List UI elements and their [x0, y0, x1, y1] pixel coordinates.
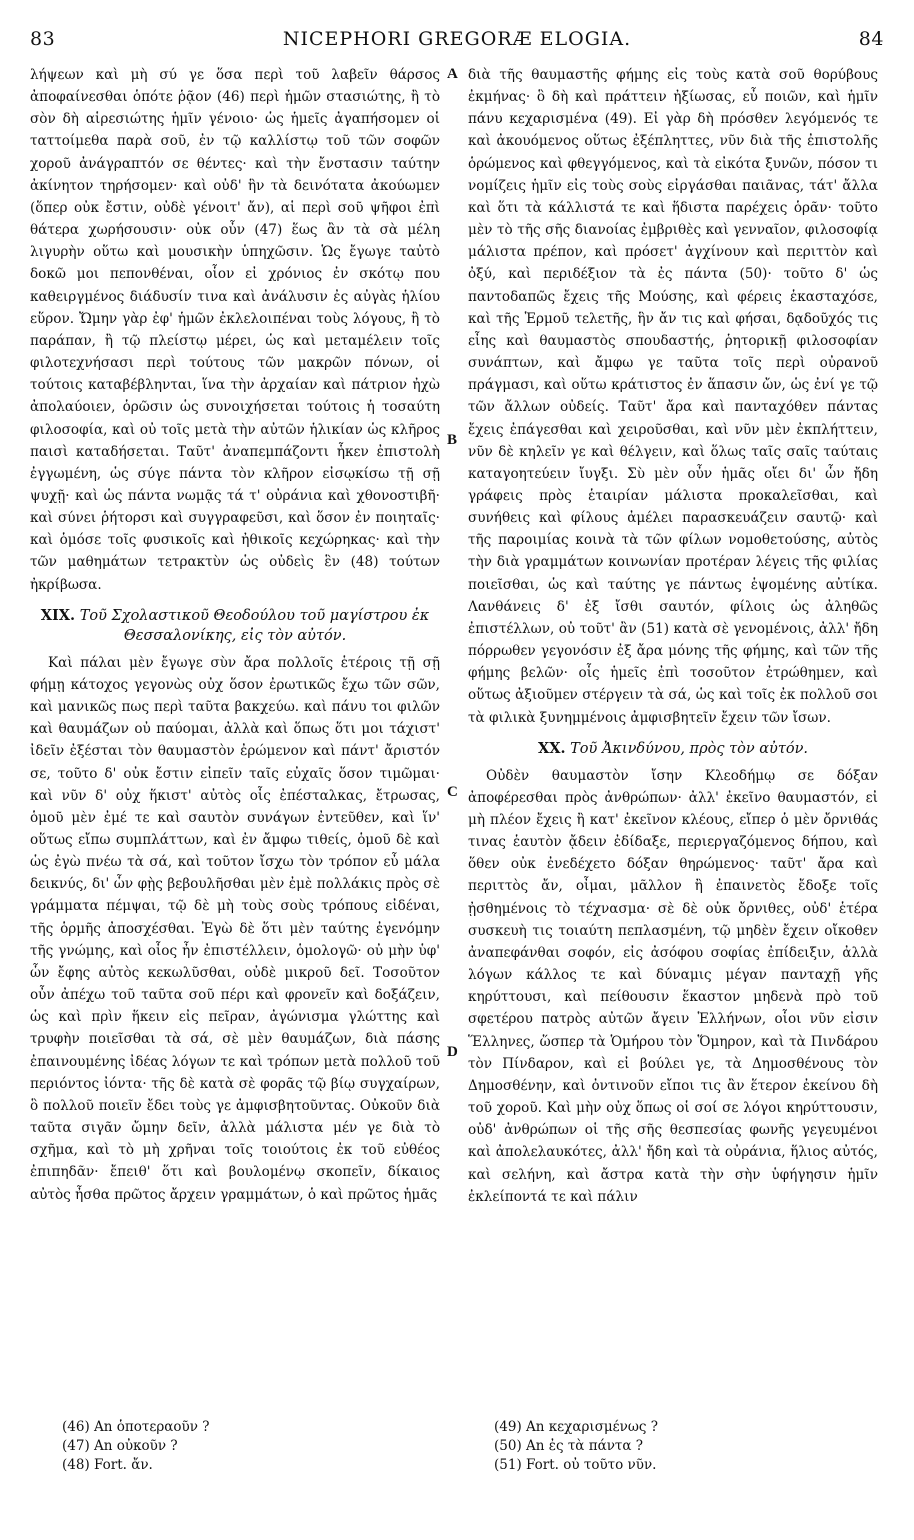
- margin-marker-b: B: [447, 432, 458, 448]
- left-column: [30, 64, 440, 1206]
- section-number-xix: XIX.: [40, 606, 76, 624]
- footnote-46: (46) An ὁποτεραοῦν ?: [62, 1419, 210, 1435]
- footnotes-right: [494, 1418, 854, 1475]
- footnote-51: (51) Fort. οὐ τοῦτο νῦν.: [494, 1457, 657, 1473]
- page-number-right: 84: [858, 28, 884, 50]
- right-paragraph-1: διὰ τῆς θαυμαστῆς φήμης εἰς τοὺς κατὰ σοῦ θορύβους ἐκμήνας· ὃ δὴ καὶ πράττειν ἠξίωσας, εὖ ποιῶν, καὶ ἡμῖν πάνυ κεχαρισμένα (49). Εἰ γὰρ δὴ πρόσθεν λεγόμενός τε καὶ ἀκουόμενος οὕτως ἐξέπληττες, νῦν διὰ τῆς ἐπιστολῆς ὁρώμενος καὶ φθεγγόμενος, καὶ τὰ εἰκότα ξυνῶν, πόσον τι νομίζεις ἡμῖν εἰς τοὺς σοὺς εἰργάσθαι παιᾶνας, τάτ' ἄλλα καὶ ὅτι τὰ κάλλιστά τε καὶ ἥδιστα παρέχεις ὁρᾶν· τοῦτο μὲν τὸ τῆς σῆς διανοίας ἐμβριθὲς καὶ γενναῖον, φιλοσοφίᾳ μάλιστα πρέπον, καὶ πρόσετ' ἀγχίνουν καὶ περιττὸν καὶ ὀξύ, καὶ περιδέξιον τὰ ἐς πάντα (50)· τοῦτο δ' ὡς παντοδαπῶς ἔχεις τῆς Μούσης, καὶ φέρεις ἑκασταχόσε, καὶ τῆς Ἑρμοῦ τελετῆς, ἣν ἄν τις καὶ φήσαι, δᾳδοῦχός τις εἶης καὶ θαυμαστὸς σπουδαστής, ῥητορικῇ φιλοσοφίαν συνάπτων, καὶ ἄμφω γε ταῦτα τοῖς περὶ οὐρανοῦ πράγμασι, καὶ οὕτω κράτιστος ἐν ἅπασιν ὤν, ὡς ἐνί γε τῷ τῶν ἄλλων οὐδείς. Ταῦτ' ἄρα καὶ πανταχόθεν πάντας ἔχεις ἐπάγεσθαι καὶ χειροῦσθαι, καὶ νῦν μὲν ἐκπλήττειν, νῦν δὲ κηλεῖν γε καὶ θέλγειν, καὶ ὅλως ταῖς σαῖς ταύταις καταγοητεύειν ἴυγξι. Σὺ μὲν οὖν ἡμᾶς οἴει δι' ὧν ἤδη γράφεις πρὸς ἑταιρίαν μάλιστα προκαλεῖσθαι, καὶ συνήθεις καὶ φίλους ἀμέλει παρασκευάζειν σαυτῷ· καὶ τῆς παροιμίας κοινὰ τὰ τῶν φίλων νομοθετούσης, αὐτὸς τὴν διὰ γραμμάτων κοινωνίαν προτέραν λέγεις τῆς φιλίας ποιεῖσθαι, ὡς καὶ ταύτης γε πάντως ἑψομένης αὐτίκα. Λανθάνεις δ' ἐξ ἴσθι σαυτόν, φίλοις ὡς ἀληθῶς ἐπιστέλλων, οὐ τοῦτ' ἂν (51) κατὰ σὲ γενομένοις, ἀλλ' ἤδη πόρρωθεν γεγονόσιν ἐξ ἄρα μόνης τῆς φήμης, καὶ τῶν τῆς φήμης βελῶν· οἷς ἡμεῖς ἐπὶ τοσοῦτον ἐτρώθημεν, καὶ οὕτως ἀξιοῦμεν στέργειν τὰ σά, ὡς καὶ τοῖς ἐκ πολλοῦ σοι τὰ φιλικὰ ξυνημμένοις ἀμφισβητεῖν ἔχειν τῶν ἴσων.: [468, 67, 878, 726]
- footnote-49: (49) An κεχαρισμένως ?: [494, 1419, 658, 1435]
- right-paragraph-2: Οὐδὲν θαυμαστὸν ἴσην Κλεοδήμῳ σε δόξαν ἀποφέρεσθαι πρὸς ἀνθρώπων· ἀλλ' ἐκεῖνο θαυμαστόν, εἰ μὴ πλέον ἔχεις ἢ κατ' ἐκεῖνον κλέους, εἴπερ ὁ μὲν ὄρνιθάς τινας ἑαυτὸν ᾄδειν ἐδίδαξε, περιεργαζόμενος δήπου, καὶ ὅθεν οὐκ ἐνεδέχετο δόξαν θηρώμενος· ταῦτ' ἄρα καὶ περιττὸς ἄν, οἶμαι, μᾶλλον ἢ ἐπαινετὸς ἔδοξε τοῖς ᾐσθημένοις τὸ τέχνασμα· σὲ δὲ οὐκ ὄρνιθες, οὐδ' ἑτέρα συσκευὴ τις τοιαύτη πεπλασμένη, τῷ μηδὲν ἔχειν οἴκοθεν ἀναπεφάνθαι σοφόν, εἰς ἀσόφου σοφίας ἐπίδειξιν, ἀλλὰ λόγων κάλλος τε καὶ δύναμις μέγαν πανταχῇ γῆς κηρύττουσι, καὶ πείθουσιν ἕκαστον μηδενὰ πρὸ τοῦ σφετέρου πατρὸς αὐτῶν ἄγειν Ἑλλήνων, οἷοι νῦν εἰσιν Ἕλληνες, ὥσπερ τὰ Ὁμήρου τὸν Ὅμηρον, καὶ τὰ Πινδάρου τὸν Πίνδαρον, καὶ εἰ βούλει γε, τὰ Δημοσθένους τὸν Δημοσθένην, καὶ ὀντινοῦν εἴποι τις ἂν ἕτερον ἐκείνου δὴ τοῦ χοροῦ. Καὶ μὴν οὐχ ὅπως οἱ σοί σε λόγοι κηρύττουσιν, οὐδ' ἀνθρώπων οἱ τῆς σῆς θεσπεσίας φωνῆς γεγευμένοι καὶ ἀπολελαυκότες, ἀλλ' ἤδη καὶ τὰ οὐράνια, ἥλιος αὐτός, καὶ σελήνη, καὶ ἄστρα κατὰ τὴν σὴν ὑφήγησιν ἡμῖν ἐκλείποντά τε καὶ πάλιν: [468, 767, 878, 1205]
- left-paragraph-1: λήψεων καὶ μὴ σύ γε ὅσα περὶ τοῦ λαβεῖν θάρσος ἀποφαίνεσθαι ὁπότε ῥᾷον (46) περὶ ἡμῶν στασιώτης, ἢ τὸ σὸν δὴ αἱρεσιώτης ἡμῖν γένοιο· ὡς ἡμεῖς ἀγαπήσομεν οἱ ταττοίμεθα παρὰ σοῦ, ἐν τῷ καλλίστῳ τοῦ τῶν σοφῶν χοροῦ ἀνάγραπτόν σε θέντες· καὶ τὴν ἔνστασιν ταύτην ἀκίνητον τηρήσομεν· καὶ οὐδ' ἣν τὰ δεινότατα ἀκούωμεν (ὅπερ οὐκ ἔστιν, οὐδὲ γένοιτ' ἄν), αἱ περὶ σοῦ ψῆφοι ἐπὶ θάτερα χωρήσουσιν· οὐκ οὖν (47) ἕως ἂν τὰ σὰ μέλη λιγυρὴν οὕτω καὶ μουσικὴν ὑπηχῶσιν. Ὡς ἔγωγε ταὐτὸ δοκῶ μοι πεπονθέναι, οἷον εἰ χρόνιος ἐν σκότῳ που καθειργμένος διάδυσίν τινα καὶ ἀνάλυσιν ἐς αὐγὰς ἡλίου εὕρον. Ὤμην γὰρ ἐφ' ἡμῶν ἐκλελοιπέναι τοὺς λόγους, ἢ τὸ παράπαν, ἢ τῷ πλείστῳ μέρει, ὡς καὶ μεταμέλειν τοῖς φιλοτεχνήσασι περὶ τούτους τῶν μακρῶν πόνων, οἱ τούτοις καταβέβληνται, ἵνα τὴν ἀρχαίαν καὶ πάτριον ἠχὼ ἀπολαύοιεν, ὁρῶσιν ὡς συνοιχήσεται τούτοις ἡ τοσαύτη φιλοσοφία, καὶ οὐ τοῖς μετὰ τὴν αὐτῶν ἡλικίαν ὡς κλῆρος παισὶ καταδήσεται. Ταῦτ' ἀναπεμπάζοντι ἧκεν ἐπιστολὴ ἐγγωμένη, ὡς σύγε πάντα τὸν κλῆρον εἰσῳκίσω τῇ σῇ ψυχῇ· καὶ ὡς πάντα νωμᾷς τά τ' οὐράνια καὶ χθονοστιβῆ· καὶ σύνει ῥήτορσι καὶ συγγραφεῦσι, καὶ ὅσον ἐν ποιηταῖς· καὶ ὁμόσε τοῖς φυσικοῖς καὶ ἠθικοῖς κεχώρηκας· καὶ τὴν τῶν μαθημάτων τετρακτὺν ὡς οὐδεὶς ἓν (48) τούτων ἠκρίβωσα.: [30, 67, 440, 593]
- margin-marker-d: D: [447, 1044, 458, 1060]
- footnotes-left: [62, 1418, 422, 1475]
- section-heading-xix: Τοῦ Σχολαστικοῦ Θεοδούλου τοῦ μαγίστρου ἐκ Θεσσαλονίκης, εἰς τὸν αὐτόν.: [79, 607, 430, 644]
- left-paragraph-2: Καὶ πάλαι μὲν ἔγωγε σὺν ἄρα πολλοῖς ἑτέροις τῇ σῇ φήμῃ κάτοχος γεγονὼς οὐχ ὅσον ἐρωτικῶς ἔχω τῶν σῶν, καὶ μανικῶς πως περὶ ταῦτα βακχεύω. καὶ πάνυ τοι φιλῶν καὶ θαυμάζων οὐ παύομαι, ἀλλὰ καὶ ὅπως ὅτι μοι τάχιστ' ἰδεῖν ἐξέσται τὸν θαυμαστὸν ἐρώμενον καὶ πάντ' ἄριστόν σε, τοῦτο δ' οὐκ ἔστιν εἰπεῖν ταῖς εὐχαῖς ὅσον τιμῶμαι· καὶ νῦν δ' οὐχ ἥκιστ' αὐτὸς οἷς ἐπέσταλκας, ἔτρωσας, ὁμοῦ μὲν ἐμέ τε καὶ σαυτὸν συνάγων ἐντεῦθεν, καὶ ἵν' οὕτως εἴπω συμπλάττων, καὶ ἐν ἄμφω τιθείς, ὁμοῦ δὲ καὶ ὡς ἐγὼ πνέω τὰ σά, καὶ τοῦτον ἴσχω τὸν τρόπον εὖ μάλα δεικνύς, δι' ὧν φῂς βεβουλῆσθαι μὲν ἐμὲ πολλάκις πρὸς σὲ γράμματα πέμψαι, τῷ δὲ μὴ τοὺς σοὺς τρόπους εἰδέναι, τῆς ὁρμῆς ἀποσχέσθαι. Ἐγὼ δὲ ὅτι μὲν ταύτης ἐγενόμην τῆς γνώμης, καὶ οἷος ἦν ἐπιστέλλειν, ὁμολογῶ· οὐ μὴν ὑφ' ὧν ἔφης αὐτὸς κεκωλῦσθαι, οὐδὲ μικροῦ δεῖ. Τοσοῦτον οὖν ἀπέχω τοῦ ταῦτα σοῦ πέρι καὶ φρονεῖν καὶ δοξάζειν, ὡς καὶ πρὶν ἥκειν εἰς πεῖραν, ἀγώνισμα γλώττης καὶ τρυφὴν ποιεῖσθαι τὰ σά, σὲ μὲν θαυμάζων, διὰ πάσης ἐπαινουμένης ἰδέας λόγων τε καὶ τρόπων μετὰ πολλοῦ τοῦ περιόντος ἰόντα· τῆς δὲ κατὰ σὲ φορᾶς τῷ βίῳ συγχαίρων, ὃ πολλοῦ ποιεῖν ἔδει τοὺς γε ἀμφισβητοῦντας. Οὐκοῦν διὰ ταῦτα σιγᾶν ὤμην δεῖν, ἀλλὰ μάλιστα μέν γε διὰ τὸ σχῆμα, καὶ τὸ μὴ χρῆναι τοῖς τοιούτοις ἐκ τοῦ εὐθέος ἐπιπηδᾶν· ἔπειθ' ὅτι καὶ βουλομένῳ σκοπεῖν, δίκαιος αὐτὸς ἦσθα πρῶτος ἄρχειν γραμμάτων, ὁ καὶ πρῶτος ἡμᾶς: [30, 654, 440, 1203]
- section-number-xx: XX.: [537, 739, 566, 757]
- section-title-xix: [30, 606, 440, 646]
- footnote-50: (50) An ἐς τὰ πάντα ?: [494, 1438, 644, 1454]
- section-title-xx: [468, 739, 878, 759]
- page-header: [30, 28, 884, 56]
- footnote-48: (48) Fort. ἄν.: [62, 1457, 153, 1473]
- section-heading-xx: Τοῦ Ἀκινδύνου, πρὸς τὸν αὐτόν.: [570, 740, 809, 757]
- footnote-47: (47) An οὐκοῦν ?: [62, 1438, 178, 1454]
- margin-marker-c: C: [447, 784, 458, 800]
- page-number-left: 83: [30, 28, 56, 50]
- right-column: [468, 64, 878, 1208]
- margin-marker-a: A: [447, 66, 458, 82]
- running-title: NICEPHORI GREGORÆ ELOGIA.: [282, 28, 632, 50]
